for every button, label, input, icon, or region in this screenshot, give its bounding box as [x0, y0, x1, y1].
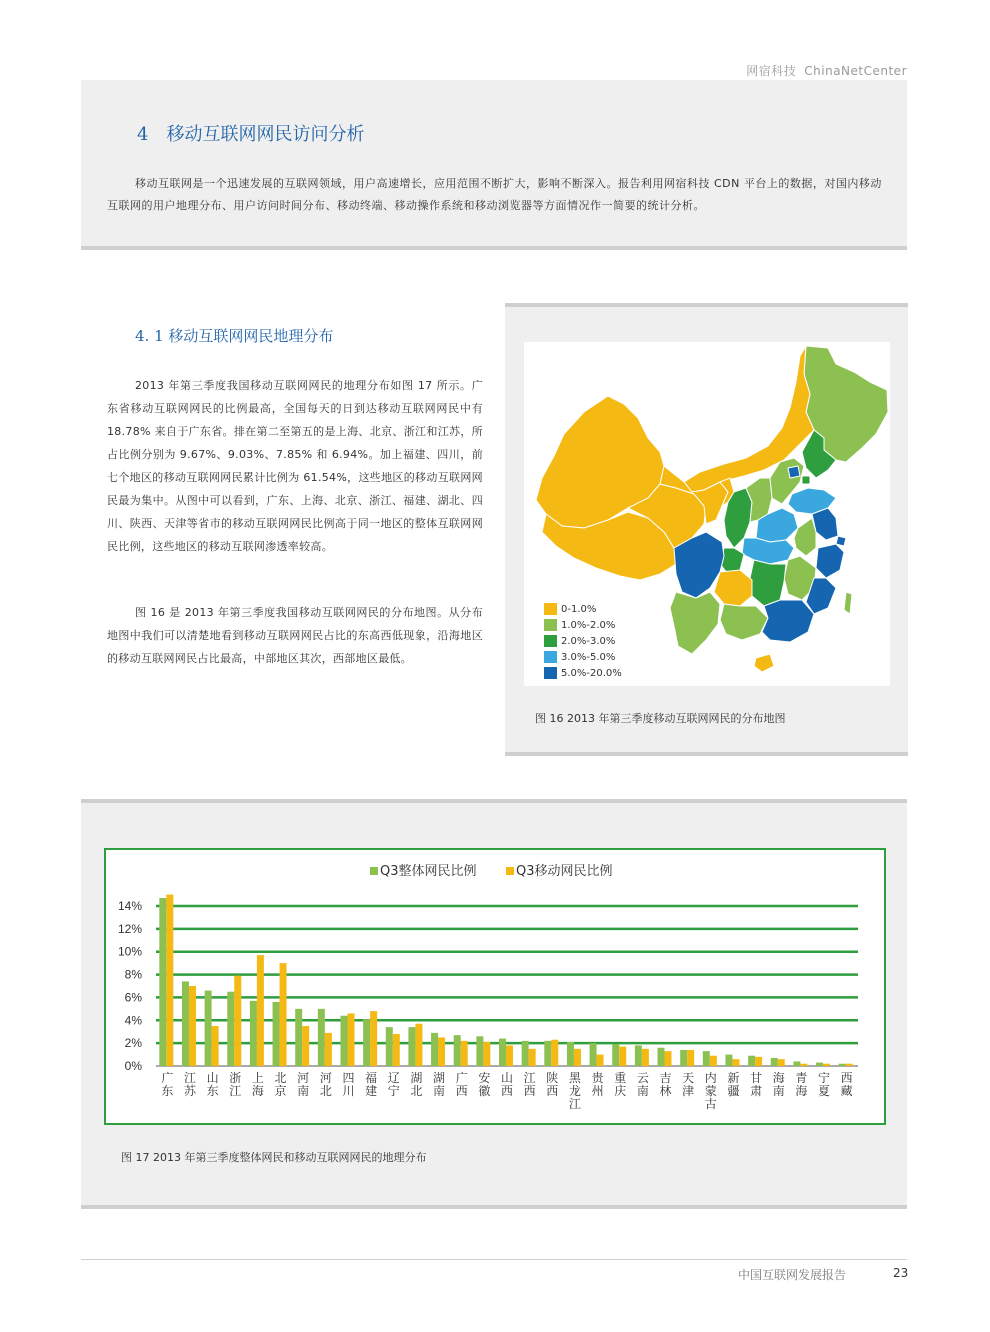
section-4-1-paragraph-2-box	[107, 601, 483, 670]
bar	[846, 1064, 853, 1066]
x-tick-label: 山东	[206, 1071, 219, 1098]
bar	[506, 1045, 513, 1066]
x-tick-label: 黑龙江	[568, 1071, 581, 1111]
chart-legend-label: Q3移动网民比例	[516, 864, 613, 879]
x-tick-label: 陕西	[546, 1071, 559, 1098]
y-tick-label: 12%	[117, 921, 142, 936]
x-tick-label: 宁夏	[818, 1071, 831, 1098]
map-legend-item	[544, 601, 622, 617]
bar-chart-frame	[104, 848, 886, 1125]
bar	[635, 1045, 642, 1066]
x-tick-label: 广西	[455, 1071, 468, 1098]
x-tick-label: 江苏	[183, 1071, 196, 1098]
bar	[347, 1013, 354, 1066]
bar	[642, 1049, 649, 1066]
x-tick-label: 海南	[772, 1071, 785, 1098]
bar	[205, 991, 212, 1066]
bar	[544, 1041, 551, 1066]
header-brand	[746, 62, 907, 79]
chart-legend-label: Q3整体网民比例	[380, 864, 477, 879]
x-tick-label: 河北	[319, 1071, 332, 1098]
section-4-1-paragraph-1-box	[107, 374, 483, 558]
bar	[665, 1051, 672, 1066]
page-number: 23	[893, 1266, 909, 1280]
map-region-zhejiang	[816, 544, 844, 578]
y-tick-label: 4%	[124, 1013, 142, 1028]
bar	[182, 981, 189, 1066]
x-tick-label: 湖北	[410, 1071, 423, 1098]
map-legend-item	[544, 633, 622, 649]
bar	[189, 986, 196, 1066]
x-tick-label: 广东	[161, 1071, 174, 1098]
bar	[227, 992, 234, 1066]
bar	[590, 1043, 597, 1066]
bar	[363, 1019, 370, 1066]
chart-figure-box	[81, 799, 907, 1209]
chart-legend-swatch	[370, 867, 378, 875]
bar	[816, 1063, 823, 1066]
bar	[431, 1033, 438, 1066]
map-region-hubei	[742, 538, 794, 564]
footer-title: 中国互联网发展报告	[738, 1268, 847, 1282]
bar	[823, 1064, 830, 1066]
brand-en: ChinaNetCenter	[804, 64, 907, 78]
bar	[393, 1034, 400, 1066]
section-4-box	[81, 80, 907, 250]
map-legend-item	[544, 649, 622, 665]
x-tick-label: 重庆	[614, 1071, 627, 1098]
map-legend-label: 2.0%-3.0%	[561, 635, 616, 647]
bar	[793, 1061, 800, 1066]
section-4-paragraph: 移动互联网是一个迅速发展的互联网领域，用户高速增长，应用范围不断扩大，影响不断深入。报告利用网宿科技 CDN 平台上的数据，对国内移动互联网的用户地理分布、用户访问时间分布、移动终端、移动操作系统和移动浏览器等方面情况作一简要的统计分析。	[107, 177, 882, 212]
map-legend-label: 0-1.0%	[561, 603, 597, 615]
map-legend-item	[544, 665, 622, 681]
bar	[619, 1047, 626, 1066]
map-legend-label: 3.0%-5.0%	[561, 651, 616, 663]
bar	[340, 1016, 347, 1066]
bar	[800, 1064, 807, 1066]
x-tick-label: 四川	[342, 1071, 355, 1098]
x-tick-label: 西藏	[840, 1071, 853, 1098]
bar	[370, 1011, 377, 1066]
section-4-title: 移动互联网网民访问分析	[166, 124, 365, 145]
map-region-shanghai	[836, 536, 846, 546]
map-legend	[544, 601, 622, 681]
bar	[234, 976, 241, 1066]
bar	[771, 1058, 778, 1066]
y-tick-label: 6%	[124, 990, 142, 1005]
footer-divider	[81, 1259, 907, 1260]
bar	[725, 1055, 732, 1066]
map-region-guangdong	[762, 600, 814, 642]
bar	[280, 963, 287, 1066]
bar	[438, 1037, 445, 1066]
map-region-tianjin	[802, 476, 810, 484]
x-tick-label: 甘肃	[750, 1071, 763, 1098]
bar	[212, 1026, 219, 1066]
map-legend-swatch	[544, 635, 557, 647]
y-tick-label: 2%	[124, 1036, 142, 1051]
map-legend-swatch	[544, 667, 557, 679]
x-tick-label: 青海	[795, 1071, 808, 1098]
bar	[748, 1056, 755, 1066]
map-figure-box	[505, 303, 908, 756]
map-region-guangxi	[720, 604, 768, 640]
bar	[302, 1026, 309, 1066]
map-legend-label: 5.0%-20.0%	[561, 667, 622, 679]
section-4-1-paragraph-2: 图 16 是 2013 年第三季度我国移动互联网网民的分布地图。从分布地图中我们可以清楚地看到移动互联网网民占比的东高西低现象，沿海地区的移动互联网网民占比最高，中部地区其次，西部地区最低。	[107, 606, 483, 665]
y-tick-label: 0%	[124, 1059, 142, 1073]
x-tick-label: 贵州	[591, 1071, 604, 1098]
map-region-beijing	[788, 466, 800, 478]
chart-caption: 图 17 2013 年第三季度整体网民和移动互联网网民的地理分布	[121, 1151, 427, 1164]
bar	[499, 1039, 506, 1066]
bar	[597, 1055, 604, 1066]
x-tick-label: 吉林	[659, 1071, 672, 1098]
x-tick-label: 辽宁	[387, 1071, 400, 1098]
bar	[461, 1041, 468, 1066]
bar	[483, 1042, 490, 1066]
map-legend-swatch	[544, 619, 557, 631]
x-tick-label: 云南	[636, 1071, 649, 1098]
map-legend-label: 1.0%-2.0%	[561, 619, 616, 631]
bar	[755, 1057, 762, 1066]
bar	[325, 1033, 332, 1066]
bar	[476, 1036, 483, 1066]
bar	[250, 1001, 257, 1066]
map-region-guizhou	[714, 570, 752, 606]
map-region-hunan	[750, 560, 786, 606]
bar	[612, 1044, 619, 1066]
bar	[295, 1009, 302, 1066]
x-tick-label: 内蒙古	[704, 1071, 717, 1111]
bar	[839, 1064, 846, 1066]
bar	[687, 1050, 694, 1066]
brand-cn: 网宿科技	[746, 64, 797, 78]
map-region-hainan	[754, 654, 774, 672]
x-tick-label: 福建	[365, 1071, 378, 1098]
map-region-taiwan	[844, 592, 852, 614]
bar	[257, 955, 264, 1066]
bar	[529, 1049, 536, 1066]
section-4-number: 4	[137, 124, 149, 145]
bar	[318, 1009, 325, 1066]
x-tick-label: 上海	[251, 1071, 264, 1098]
bar	[415, 1024, 422, 1066]
bar	[408, 1027, 415, 1066]
bar	[551, 1040, 558, 1066]
map-legend-swatch	[544, 651, 557, 663]
bar	[454, 1035, 461, 1066]
bar	[273, 1002, 280, 1066]
map-legend-swatch	[544, 603, 557, 615]
bar	[574, 1049, 581, 1066]
bar	[703, 1051, 710, 1066]
bar	[710, 1056, 717, 1066]
x-tick-label: 天津	[682, 1071, 695, 1098]
x-tick-label: 河南	[297, 1071, 310, 1098]
section-4-1-title: 4. 1 移动互联网网民地理分布	[135, 327, 334, 345]
map-legend-item	[544, 617, 622, 633]
bar	[159, 898, 166, 1066]
map-region-yunnan	[670, 592, 720, 654]
map-region-anhui	[794, 518, 816, 556]
section-4-1-paragraph-1: 2013 年第三季度我国移动互联网网民的地理分布如图 17 所示。广东省移动互联网网民的比例最高，全国每天的日到达移动互联网网民中有 18.78% 来自于广东省。排在第二至第五的是上海、北京、浙江和江苏，所占比例分别为 9.67%、9.03%、7.85% 和 6.94%。加上福建、四川，前七个地区的移动互联网网民累计比例为 61.54%，这些地区的移动互联网网民最为集中。从图中可以看到，广东、上海、北京、浙江、福建、湖北、四川、陕西、天津等省市的移动互联网网民比例高于同一地区的整体互联网网民比例，这些地区的移动互联网渗透率较高。	[107, 379, 483, 553]
y-tick-label: 8%	[124, 967, 142, 982]
chart-legend-swatch	[506, 867, 514, 875]
section-4-heading	[137, 120, 364, 146]
y-tick-label: 14%	[117, 899, 142, 913]
bar	[778, 1059, 785, 1066]
x-tick-label: 湖南	[433, 1071, 446, 1098]
bar	[522, 1041, 529, 1066]
bar	[166, 895, 173, 1066]
x-tick-label: 北京	[274, 1071, 287, 1098]
x-tick-label: 新疆	[727, 1071, 740, 1098]
bar-chart	[106, 850, 884, 1123]
bar	[680, 1050, 687, 1066]
x-tick-label: 安徽	[478, 1071, 491, 1098]
x-tick-label: 山西	[500, 1071, 514, 1098]
x-tick-label: 江西	[523, 1071, 536, 1098]
china-map	[524, 342, 890, 686]
map-caption: 图 16 2013 年第三季度移动互联网网民的分布地图	[535, 712, 786, 725]
x-tick-label: 浙江	[229, 1071, 242, 1098]
bar	[658, 1048, 665, 1066]
bar	[567, 1042, 574, 1066]
bar	[732, 1059, 739, 1066]
bar	[386, 1027, 393, 1066]
y-tick-label: 10%	[117, 944, 142, 959]
